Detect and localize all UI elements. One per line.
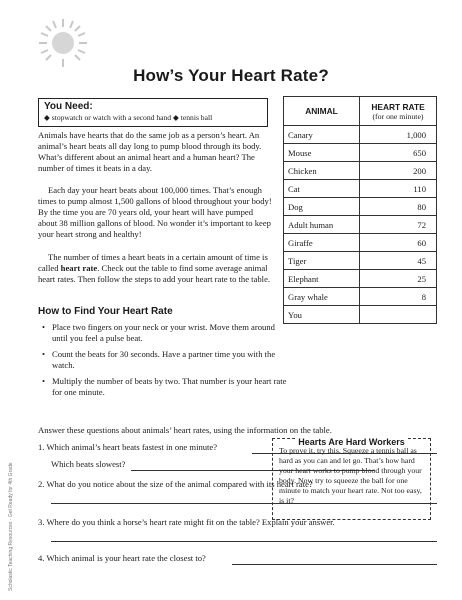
paragraph-text: . Check out the table to find some average animal heart rates. Then follow the steps to add your heart rate to the table. <box>38 263 271 285</box>
hard-workers-heading: Hearts Are Hard Workers <box>295 437 408 447</box>
table-row <box>284 252 437 270</box>
animal-cell: Elephant <box>284 270 360 288</box>
heart-rate-cell: 1,000 <box>360 126 437 144</box>
table-row <box>284 270 437 288</box>
heart-rate-cell: 45 <box>360 252 437 270</box>
you-need-item: stopwatch or watch with a second hand <box>51 113 172 122</box>
column-header-animal: ANIMAL <box>284 97 360 126</box>
animal-cell: Dog <box>284 198 360 216</box>
heart-rate-cell: 200 <box>360 162 437 180</box>
answer-line-3[interactable] <box>51 541 437 542</box>
table-row <box>284 216 437 234</box>
page-title: How’s Your Heart Rate? <box>133 66 329 85</box>
animal-cell: Tiger <box>284 252 360 270</box>
questions-intro: Answer these questions about animals’ heart rates, using the information on the table. <box>38 425 332 435</box>
heart-rate-cell: 650 <box>360 144 437 162</box>
bullet-icon: • <box>42 349 46 360</box>
animal-cell: Mouse <box>284 144 360 162</box>
heart-rate-paragraph <box>38 252 274 285</box>
step-text: Place two fingers on your neck or your wrist. Move them around until you feel a pulse beat. <box>52 322 275 344</box>
answer-line-4[interactable] <box>232 564 437 565</box>
facts-paragraph: Each day your heart beats about 100,000 times. That’s enough times to pump almost 1,500 gallons of blood throughout your body! By the time you are 70 years old, your heart will have pumped about 38 million gallons of blood. No wonder it’s important to keep your heart strong and healthy! <box>38 185 272 240</box>
heart-rate-table <box>283 96 437 324</box>
animal-cell: Adult human <box>284 216 360 234</box>
step-item <box>38 376 288 398</box>
question-1b: Which beats slowest? <box>51 459 126 469</box>
table-row <box>284 288 437 306</box>
how-to-heading: How to Find Your Heart Rate <box>38 306 173 317</box>
animal-cell: Chicken <box>284 162 360 180</box>
table-header-row <box>284 97 437 126</box>
table-row <box>284 234 437 252</box>
heart-rate-cell: 25 <box>360 270 437 288</box>
table-row <box>284 180 437 198</box>
paragraph-text: The number of times a heart beats in a certain amount of time is called <box>38 252 268 274</box>
intro-paragraph: Animals have hearts that do the same job as a person’s heart. An animal’s heart beats all day long to pump blood through its body. What’s different about an animal heart and a human heart? The number of times it beats in a day. <box>38 130 262 174</box>
header-text: HEART RATE <box>371 101 425 112</box>
heart-rate-cell: 8 <box>360 288 437 306</box>
table-body <box>284 126 437 324</box>
step-item <box>38 322 288 344</box>
animal-cell: Giraffe <box>284 234 360 252</box>
question-4: 4. Which animal is your heart rate the closest to? <box>38 553 206 563</box>
answer-line-1b[interactable] <box>131 470 375 471</box>
you-need-items <box>44 113 212 122</box>
table-row <box>284 198 437 216</box>
answer-line-1[interactable] <box>252 453 437 454</box>
hard-workers-text: To prove it, try this. Squeeze a tennis ball as hard as you can and let go. That’s how hard your heart works to pump blood through your body. Now try to squeeze the ball for one minute to match your heart rate. Not too easy, is it? <box>279 446 422 506</box>
side-credit <box>3 395 15 595</box>
sun-icon <box>38 18 88 68</box>
animal-cell: Gray whale <box>284 288 360 306</box>
steps-list <box>38 322 288 404</box>
question-1: 1. Which animal’s heart beats fastest in one minute? <box>38 442 218 452</box>
table-row <box>284 126 437 144</box>
diamond-bullet-icon: ◆ <box>44 113 50 122</box>
heart-rate-cell: 60 <box>360 234 437 252</box>
you-need-item: tennis ball <box>180 113 213 122</box>
step-item <box>38 349 288 371</box>
heart-rate-cell: 72 <box>360 216 437 234</box>
heart-rate-cell: 110 <box>360 180 437 198</box>
answer-line-2[interactable] <box>51 503 437 504</box>
key-term: heart rate <box>60 263 98 274</box>
animal-cell: Cat <box>284 180 360 198</box>
question-3: 3. Where do you think a horse’s heart rate might fit on the table? Explain your answer. <box>38 517 335 527</box>
header-subtext: (for one minute) <box>372 111 424 121</box>
question-2: 2. What do you notice about the size of the animal compared with its heart rate? <box>38 479 313 489</box>
you-need-box <box>38 98 268 127</box>
table-row <box>284 306 437 324</box>
side-credit-text: Scholastic Teaching Resources · Get Ready for 4th Grade <box>8 462 14 591</box>
bullet-icon: • <box>42 376 46 387</box>
bullet-icon: • <box>42 322 46 332</box>
column-header-heart-rate <box>360 97 437 126</box>
animal-cell: You <box>284 306 360 324</box>
table-row <box>284 162 437 180</box>
table-row <box>284 144 437 162</box>
heart-rate-cell[interactable] <box>360 306 437 324</box>
heart-rate-cell: 80 <box>360 198 437 216</box>
step-text: Count the beats for 30 seconds. Have a partner time you with the watch. <box>52 349 276 371</box>
diamond-bullet-icon: ◆ <box>173 113 179 122</box>
you-need-heading: You Need: <box>44 101 93 112</box>
animal-cell: Canary <box>284 126 360 144</box>
step-text: Multiply the number of beats by two. That number is your heart rate for one minute. <box>52 376 287 398</box>
